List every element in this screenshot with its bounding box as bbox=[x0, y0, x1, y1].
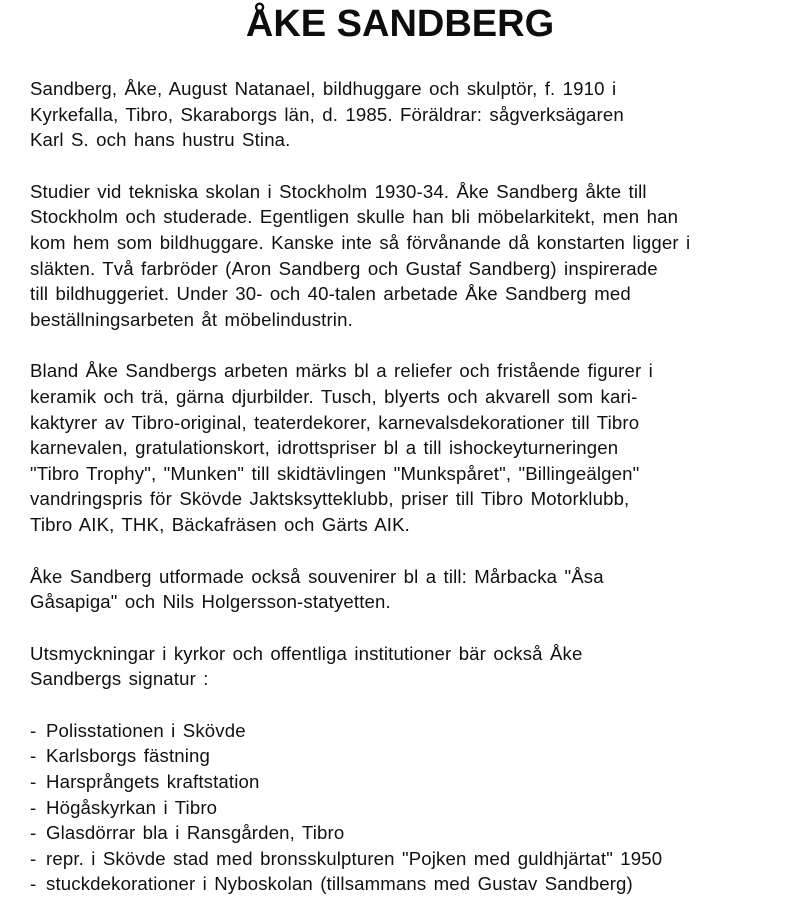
paragraph-biography bbox=[30, 76, 800, 153]
list-item bbox=[30, 769, 800, 795]
text-line: Sandberg, Åke, August Natanael, bildhuggare och skulptör, f. 1910 i bbox=[30, 78, 617, 99]
text-line: släkten. Två farbröder (Aron Sandberg och Gustaf Sandberg) inspirerade bbox=[30, 257, 658, 279]
dash-bullet: - bbox=[30, 771, 37, 793]
text-line: Kyrkefalla, Tibro, Skaraborgs län, d. 1985. Föräldrar: sågverksägaren bbox=[30, 103, 624, 125]
list-item-text: Högåskyrkan i Tibro bbox=[46, 796, 218, 818]
text-line: "Tibro Trophy", "Munken" till skidtävlingen "Munkspåret", "Billingeälgen" bbox=[30, 462, 640, 484]
text-line: Karl S. och hans hustru Stina. bbox=[30, 129, 291, 151]
text-line: Gåsapiga" och Nils Holgersson-statyetten. bbox=[30, 591, 391, 613]
paragraph-studies bbox=[30, 179, 800, 333]
dash-bullet: - bbox=[30, 847, 37, 869]
text-line: Stockholm och studerade. Egentligen skulle han bli möbelarkitekt, men han bbox=[30, 206, 679, 228]
list-item bbox=[30, 871, 800, 897]
list-item bbox=[30, 743, 800, 769]
paragraph-souvenirs bbox=[30, 564, 800, 615]
list-item bbox=[30, 846, 800, 872]
list-item-text: Polisstationen i Skövde bbox=[46, 719, 246, 741]
list-item-text: repr. i Skövde stad med bronsskulpturen "Pojken med guldhjärtat" 1950 bbox=[46, 847, 663, 869]
text-line: till bildhuggeriet. Under 30- och 40-talen arbetade Åke Sandberg med bbox=[30, 283, 631, 305]
text-line: Sandbergs signatur : bbox=[30, 668, 209, 690]
list-item-text: Harsprångets kraftstation bbox=[46, 771, 260, 793]
text-line: vandringspris för Skövde Jaktsksytteklubb, priser till Tibro Motorklubb, bbox=[30, 488, 630, 510]
text-line: karnevalen, gratulationskort, idrottspriser bl a till ishockeyturneringen bbox=[30, 437, 619, 459]
text-line: Studier vid tekniska skolan i Stockholm 1930-34. Åke Sandberg åkte till bbox=[30, 180, 647, 202]
text-line: Tibro AIK, THK, Bäckafräsen och Gärts AIK. bbox=[30, 513, 410, 535]
list-item-text: stuckdekorationer i Nyboskolan (tillsammans med Gustav Sandberg) bbox=[46, 873, 633, 895]
list-item bbox=[30, 718, 800, 744]
text-line: Utsmyckningar i kyrkor och offentliga institutioner bär också Åke bbox=[30, 642, 583, 664]
page-title: ÅKE SANDBERG bbox=[245, 3, 555, 45]
dash-bullet: - bbox=[30, 719, 37, 741]
list-item bbox=[30, 795, 800, 821]
paragraph-works bbox=[30, 358, 800, 537]
text-line: keramik och trä, gärna djurbilder. Tusch, blyerts och akvarell som kari- bbox=[30, 385, 638, 407]
text-line: Bland Åke Sandbergs arbeten märks bl a reliefer och fristående figurer i bbox=[30, 360, 653, 382]
dash-bullet: - bbox=[30, 745, 37, 767]
document-body bbox=[30, 76, 800, 897]
text-line: Åke Sandberg utformade också souvenirer bl a till: Mårbacka "Åsa bbox=[30, 565, 604, 587]
dash-bullet: - bbox=[30, 873, 37, 895]
list-item bbox=[30, 820, 800, 846]
list-item-text: Glasdörrar bla i Ransgården, Tibro bbox=[46, 822, 345, 844]
dash-bullet: - bbox=[30, 796, 37, 818]
text-line: beställningsarbeten åt möbelindustrin. bbox=[30, 308, 353, 330]
text-line: kom hem som bildhuggare. Kanske inte så förvånande då konstarten ligger i bbox=[30, 231, 691, 253]
list-item-text: Karlsborgs fästning bbox=[46, 745, 211, 767]
text-line: kaktyrer av Tibro-original, teaterdekorer, karnevalsdekorationer till Tibro bbox=[30, 411, 640, 433]
dash-bullet: - bbox=[30, 822, 37, 844]
works-list bbox=[30, 718, 800, 897]
paragraph-decorations bbox=[30, 641, 800, 692]
